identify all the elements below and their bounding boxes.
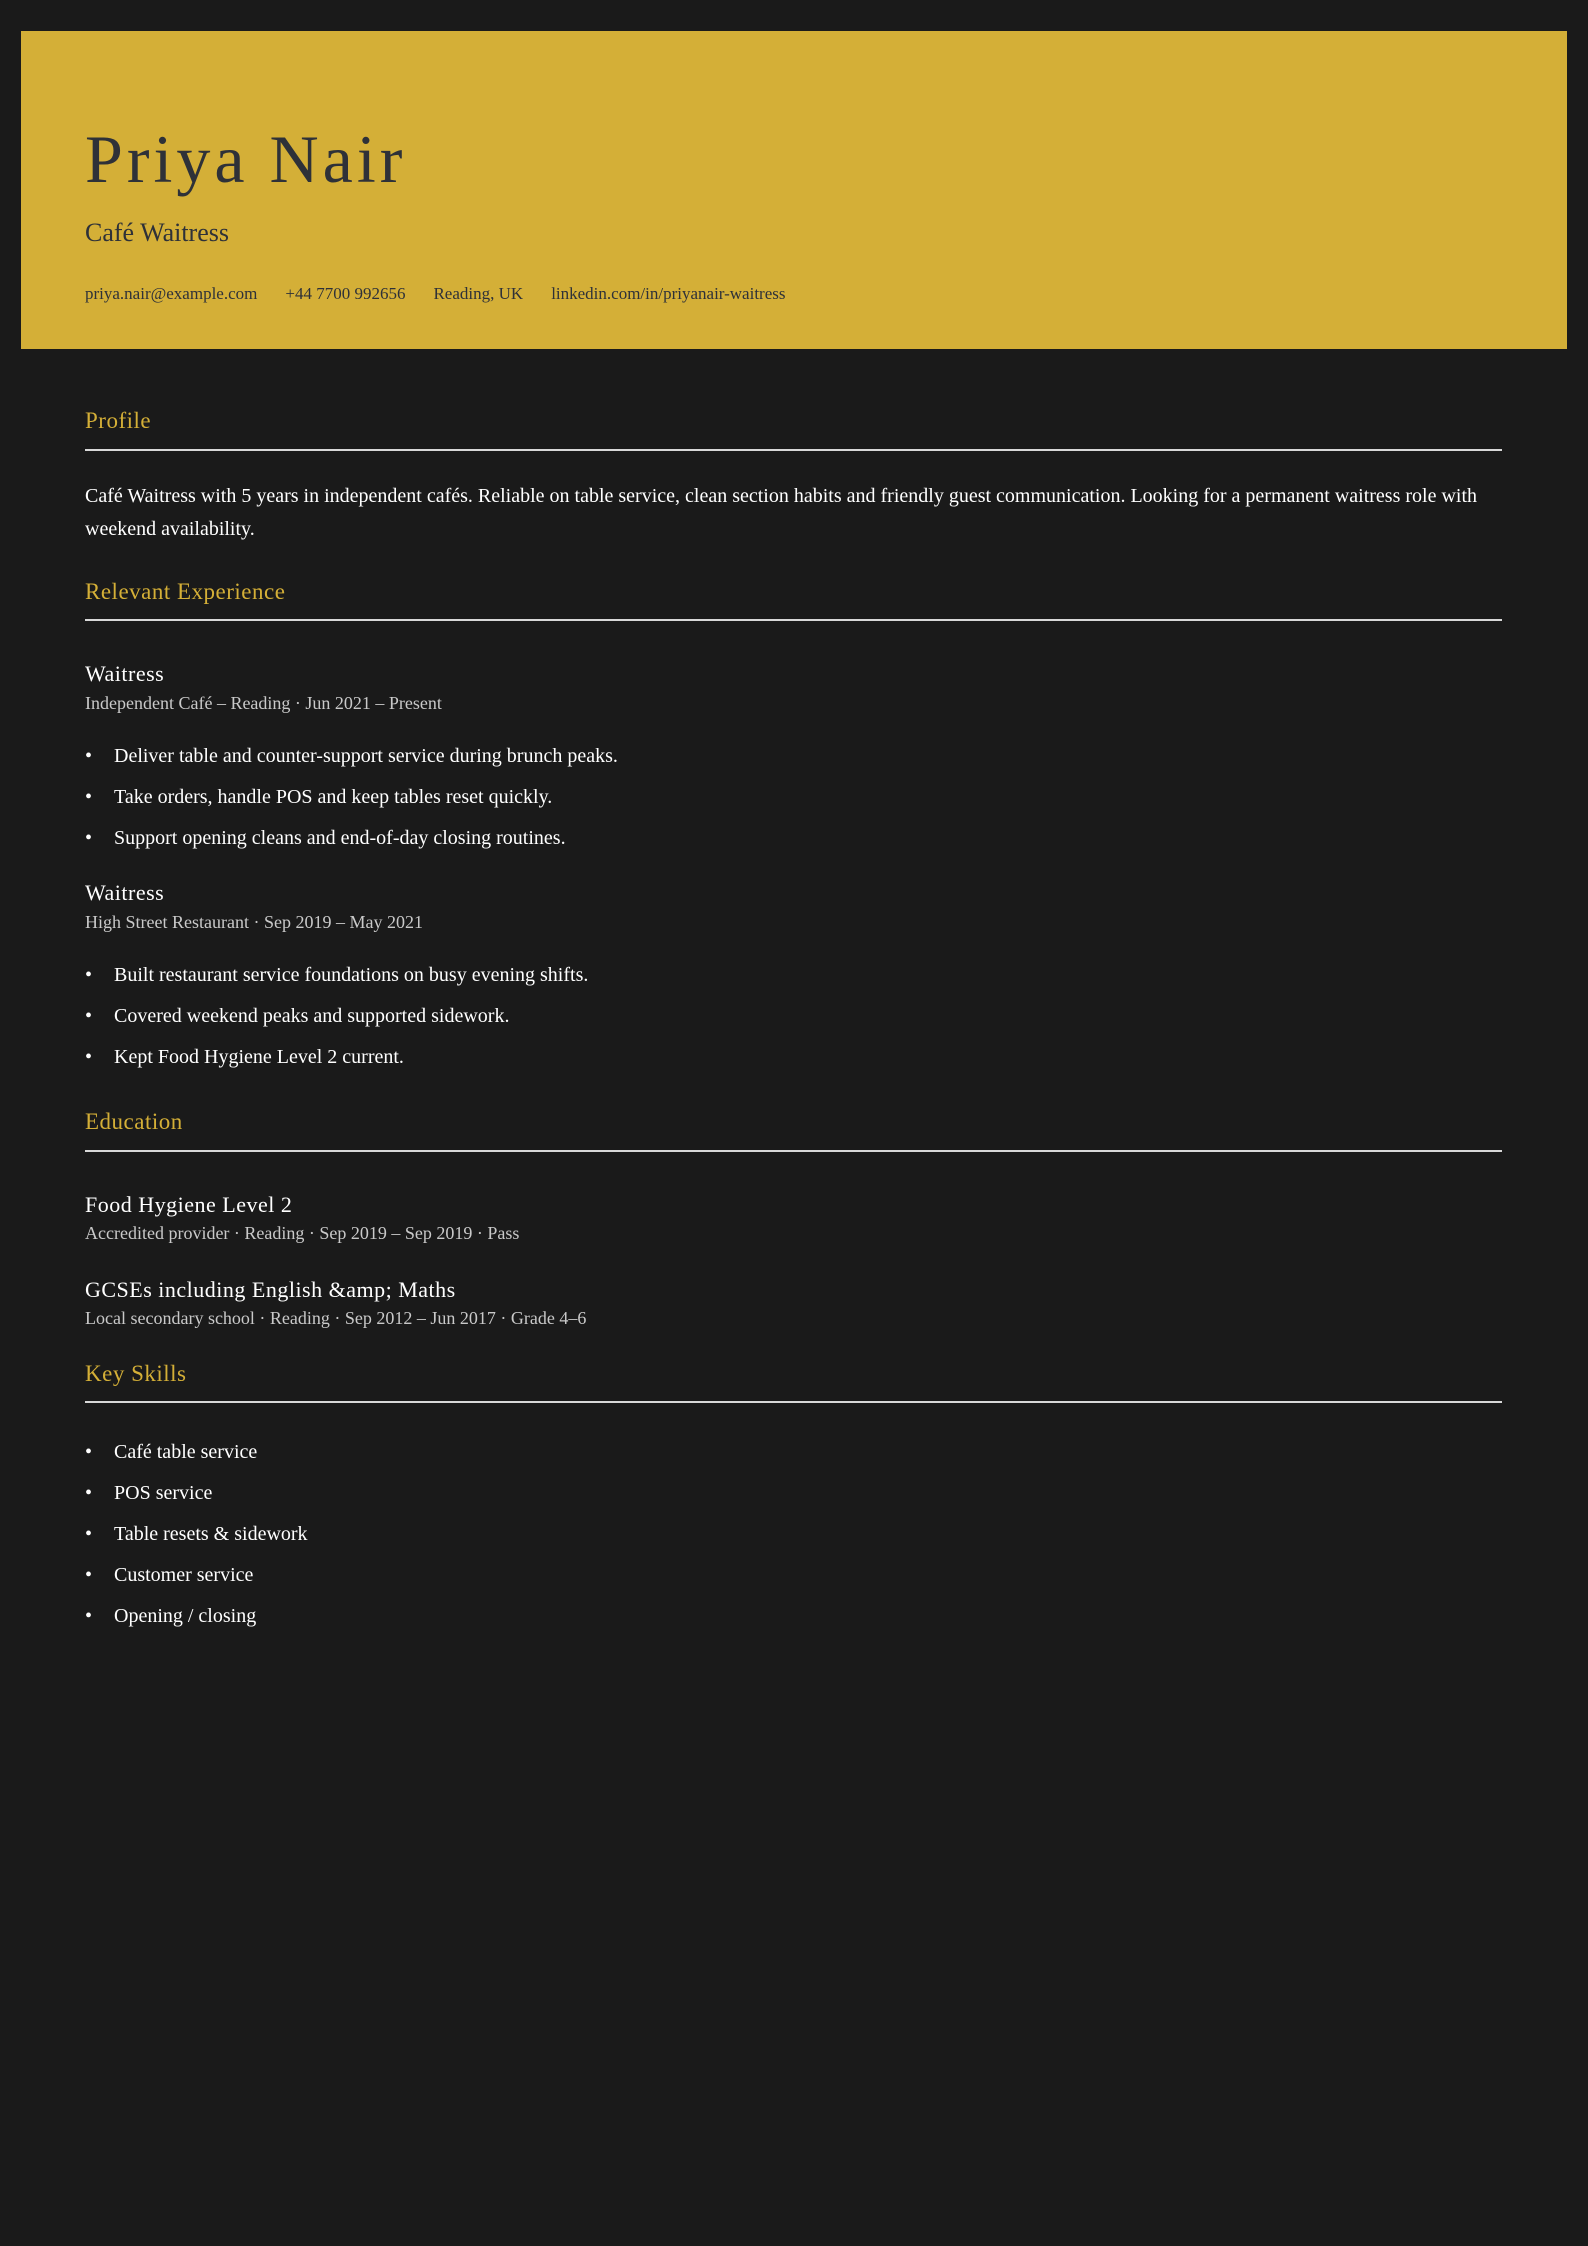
skills-section — [85, 1360, 1502, 1638]
job-bullet: • Kept Food Hygiene Level 2 current. — [85, 1037, 1502, 1078]
contact-location: Reading, UK — [433, 284, 524, 303]
job-bullet: • Deliver table and counter-support service during brunch peaks. — [85, 736, 1502, 777]
education-heading: Education — [85, 1108, 1502, 1152]
skill-item: • Opening / closing — [85, 1596, 1502, 1637]
profile-section — [85, 407, 1502, 546]
resume-body — [85, 407, 1502, 1637]
skill-item: • Customer service — [85, 1555, 1502, 1596]
job-meta: Independent Café – Reading · Jun 2021 – Present — [85, 692, 442, 713]
job-entry — [85, 661, 1502, 859]
job-bullet: • Built restaurant service foundations on busy evening shifts. — [85, 955, 1502, 996]
education-entry — [85, 1277, 1502, 1330]
job-meta: High Street Restaurant · Sep 2019 – May 2021 — [85, 911, 423, 932]
experience-heading: Relevant Experience — [85, 578, 1502, 622]
skills-heading: Key Skills — [85, 1360, 1502, 1404]
skill-item: • Café table service — [85, 1432, 1502, 1473]
job-entry — [85, 880, 1502, 1078]
profile-heading: Profile — [85, 407, 1502, 451]
education-meta: Accredited provider · Reading · Sep 2019 – Sep 2019 · Pass — [85, 1223, 520, 1244]
contact-linkedin[interactable]: linkedin.com/in/priyanair-waitress — [551, 284, 786, 303]
skills-list — [85, 1432, 1502, 1637]
experience-section — [85, 578, 1502, 1079]
skill-item: • Table resets & sidework — [85, 1514, 1502, 1555]
header-banner — [21, 31, 1567, 349]
education-section — [85, 1108, 1502, 1330]
education-title: Food Hygiene Level 2 — [85, 1191, 293, 1217]
job-title: Waitress — [85, 880, 165, 906]
job-bullet: • Support opening cleans and end-of-day closing routines. — [85, 818, 1502, 859]
candidate-role: Café Waitress — [85, 218, 229, 247]
education-entry — [85, 1192, 1502, 1245]
contact-email[interactable]: priya.nair@example.com — [85, 284, 258, 303]
profile-text: Café Waitress with 5 years in independent cafés. Reliable on table service, clean section habits and friendly guest communication. Looking for a permanent waitress role with weekend availability. — [85, 484, 1478, 540]
candidate-name: Priya Nair — [85, 121, 407, 197]
job-bullet: • Covered weekend peaks and supported sidework. — [85, 996, 1502, 1037]
job-bullets — [85, 955, 1502, 1078]
education-meta: Local secondary school · Reading · Sep 2012 – Jun 2017 · Grade 4–6 — [85, 1308, 587, 1329]
contact-row — [85, 285, 785, 302]
job-bullet: • Take orders, handle POS and keep tables reset quickly. — [85, 777, 1502, 818]
contact-phone[interactable]: +44 7700 992656 — [285, 284, 406, 303]
education-title: GCSEs including English &amp; Maths — [85, 1276, 456, 1302]
job-title: Waitress — [85, 661, 165, 687]
job-bullets — [85, 736, 1502, 859]
skill-item: • POS service — [85, 1473, 1502, 1514]
